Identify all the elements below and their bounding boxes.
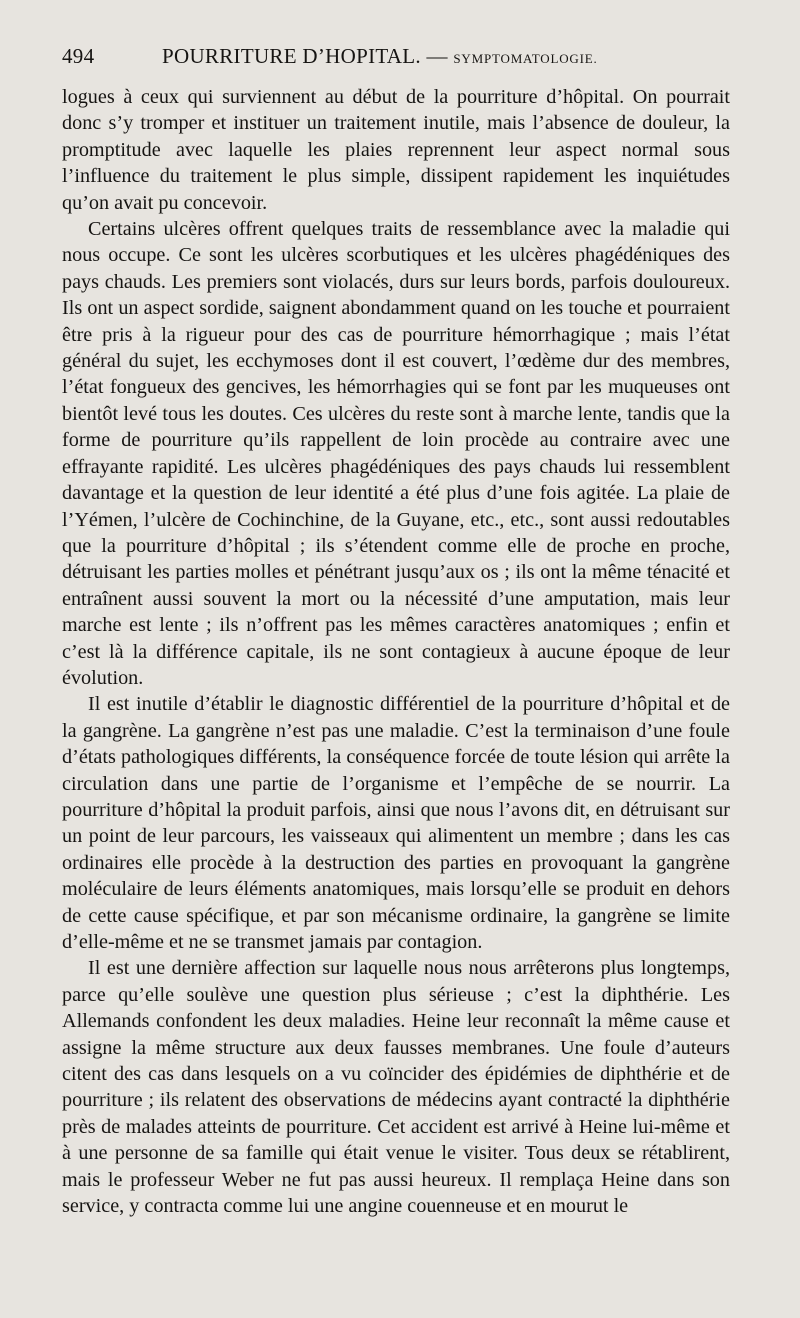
body-text [62,84,730,1219]
paragraph-diphtheria: Il est une dernière affection sur laquelle nous nous arrêterons plus longtemps, parce qu’elle soulève une question plus sérieuse ; c’est la diphthérie. Les Allemands confondent les deux maladies. Heine leur reconnaît la même cause et assigne la même structure aux deux fausses membranes. Une foule d’auteurs citent des cas dans lesquels on a vu coïncider des épidémies de diphthérie et de pourriture ; ils relatent des observations de médecins ayant contracté la diphthérie près de malades atteints de pourriture. Cet accident est arrivé à Heine lui-même et à une personne de sa famille qui était venue le visiter. Tous deux se rétablirent, mais le professeur Weber ne fut pas aussi heureux. Il remplaça Heine dans son service, y contracta comme lui une angine couenneuse et en mourut le [62,957,730,1218]
paragraph-ulcers: Certains ulcères offrent quelques traits de ressemblance avec la maladie qui nous occupe. Ce sont les ulcères scorbutiques et les ulcères phagédéniques des pays chauds. Les premiers sont violacés, durs sur leurs bords, parfois douloureux. Ils ont un aspect sordide, saignent abondamment quand on les touche et pourraient être pris à la rigueur pour des cas de pourriture hémorrhagique ; mais l’état général du sujet, les ecchymoses dont il est couvert, l’œdème dur des membres, l’état fongueux des gencives, les hémorrhagies qui se font par les muqueuses ont bientôt levé tous les doutes. Ces ulcères du reste sont à marche lente, tandis que la forme de pourriture qu’ils rappellent de loin procède au contraire avec une effrayante rapidité. Les ulcères phagédéniques des pays chauds lui ressemblent davantage et la question de leur identité a été plus d’une fois agitée. La plaie de l’Yémen, l’ulcère de Cochinchine, de la Guyane, etc., etc., sont aussi redoutables que la pourriture d’hôpital ; ils s’étendent comme elle de proche en proche, détruisant les parties molles et pénétrant jusqu’aux os ; ils ont la même ténacité et entraînent aussi souvent la mort ou la nécessité d’une amputation, mais leur marche est lente ; ils n’offrent pas les mêmes caractères anatomiques ; enfin et c’est là la différence capitale, ils ne sont contagieux à aucune époque de leur évolution. [62,218,730,689]
section-title: SYMPTOMATOLOGIE. [453,51,598,66]
running-head [62,44,730,84]
paragraph-gangrene: Il est inutile d’établir le diagnostic différentiel de la pourriture d’hôpital et de la gangrène. La gangrène n’est pas une maladie. C’est la terminaison d’une foule d’états pathologiques différents, la conséquence forcée de toute lésion qui arrête la circulation dans une partie de l’organisme et l’empêche de se nourrir. La pourriture d’hôpital la produit parfois, ainsi que nous l’avons dit, en détruisant sur un point de leur parcours, les vaisseaux qui alimentent un membre ; dans les cas ordinaires elle procède à la destruction des parties en provoquant la gangrène moléculaire de leurs éléments anatomiques, mais lorsqu’elle se produit en dehors de cette cause spécifique, et par son mécanisme ordinaire, la gangrène se limite d’elle-même et ne se transmet jamais par contagion. [62,693,730,953]
page-number: 494 [62,44,95,68]
running-title [162,44,730,69]
chapter-title: POURRITURE D’HOPITAL. [162,44,421,68]
title-separator: — [426,44,448,68]
paragraph-continuation: logues à ceux qui surviennent au début de la pourriture d’hôpital. On pourrait donc s’y tromper et instituer un traitement inutile, mais l’absence de douleur, la promptitude avec laquelle les plaies reprennent leur aspect normal sous l’influence du traitement le plus simple, dissipent rapidement les inquiétudes qu’on avait pu concevoir. [62,86,730,214]
